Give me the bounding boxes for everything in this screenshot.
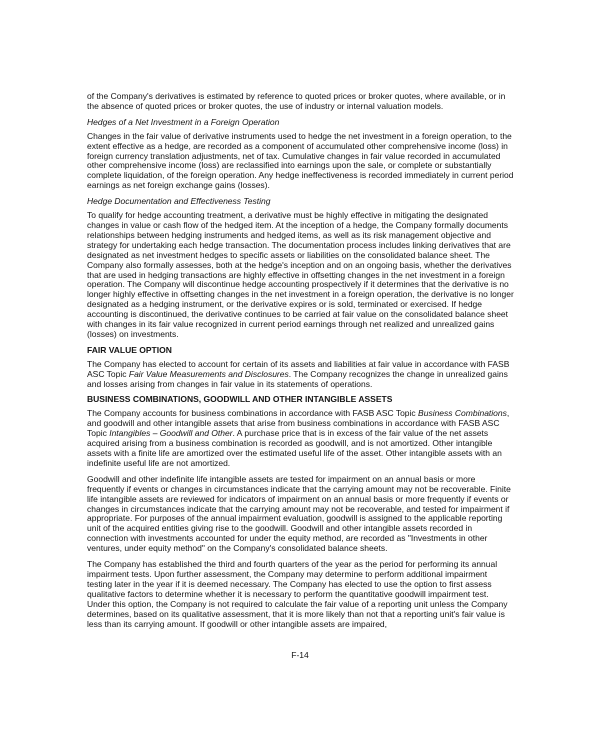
paragraph bbox=[87, 360, 514, 390]
paragraph bbox=[87, 132, 514, 191]
paragraph bbox=[87, 475, 514, 554]
paragraph bbox=[87, 211, 514, 340]
document-body bbox=[87, 92, 514, 635]
text-run: BUSINESS COMBINATIONS, GOODWILL AND OTHER INTANGIBLE ASSETS bbox=[87, 394, 393, 405]
page-number: F-14 bbox=[291, 650, 309, 660]
section-heading bbox=[87, 346, 514, 356]
subsection-heading bbox=[87, 197, 514, 207]
text-run: of the Company's derivatives is estimated by reference to quoted prices or broker quotes, where available, or in the absence of quoted prices or broker quotes, the use of industry or internal valuation models. bbox=[87, 91, 506, 111]
text-run: The Company accounts for business combinations in accordance with FASB ASC Topic bbox=[87, 408, 419, 419]
subsection-heading bbox=[87, 118, 514, 128]
italic-text-run: Intangibles – Goodwill and Other bbox=[109, 428, 233, 439]
text-run: FAIR VALUE OPTION bbox=[87, 344, 172, 355]
text-run: . A purchase price that is in excess of the fair value of the net assets acquired arising from a business combination is recorded as goodwill, and is not amortized. Other intangible assets with a finite life are amortized over the estimated useful life of the asset. Other intangible assets with an indefinite useful life are not amortized. bbox=[87, 428, 502, 468]
text-run: Hedge Documentation and Effectiveness Testing bbox=[87, 196, 271, 207]
text-run: Changes in the fair value of derivative instruments used to hedge the net investment in a foreign operation, to the extent effective as a hedge, are recorded as a component of accumulated other comprehensive income (loss) in foreign currency translation adjustments, net of tax. Cumulative changes in fair value recorded in accumulated other comprehensive income (loss) are reclassified into earnings upon the sale, or complete or substantially complete liquidation, of the foreign operation. Any hedge ineffectiveness is recorded immediately in current period earnings as net foreign exchange gains (losses). bbox=[87, 130, 514, 191]
text-run: Hedges of a Net Investment in a Foreign Operation bbox=[87, 116, 280, 127]
paragraph bbox=[87, 560, 514, 629]
italic-text-run: Business Combinations bbox=[418, 408, 507, 419]
text-run: To qualify for hedge accounting treatment, a derivative must be highly effective in mitigating the designated changes in value or cash flow of the hedged item. At the inception of a hedge, the Company formally documents relationships between hedging instruments and hedged items, as well as its risk management objective and strategy for undertaking each hedge transaction. The documentation process includes linking derivatives that are designated as net investment hedges to specific assets or liabilities on the consolidated balance sheet. The Company also formally assesses, both at the hedge's inception and on an ongoing basis, whether the derivatives that are used in hedging transactions are highly effective in offsetting changes in the net investment in a foreign operation. The Company will discontinue hedge accounting prospectively if it determines that the derivative is no longer highly effective in offsetting changes in the net investment in a foreign operation, the derivative is no longer designated as a hedging instrument, or the derivative expires or is sold, terminated or exercised. If hedge accounting is discontinued, the derivative continues to be carried at fair value on the consolidated balance sheet with changes in its fair value recognized in current period earnings through net realized and unrealized gains (losses) on investments. bbox=[87, 210, 514, 339]
italic-text-run: Fair Value Measurements and Disclosures bbox=[128, 368, 289, 379]
paragraph bbox=[87, 92, 514, 112]
paragraph bbox=[87, 409, 514, 468]
text-run: The Company has established the third and fourth quarters of the year as the period for performing its annual impairment tests. Upon further assessment, the Company may determine to perform additional impairment testing later in the year if it is deemed necessary. The Company has elected to use the option to first assess qualitative factors to determine whether it is necessary to perform the quantitative goodwill impairment test. Under this option, the Company is not required to calculate the fair value of a reporting unit unless the Company determines, based on its qualitative assessment, that it is more likely than not that a reporting unit's fair value is less than its carrying amount. If goodwill or other intangible assets are impaired, bbox=[87, 559, 508, 629]
text-run: . The Company recognizes the change in unrealized gains and losses arising from changes in fair value in its statements of operations. bbox=[87, 368, 508, 389]
text-run: , and goodwill and other intangible assets that arise from business combinations in accordance with FASB ASC Topic bbox=[87, 408, 510, 439]
text-run: The Company has elected to account for certain of its assets and liabilities at fair value in accordance with FASB ASC Topic bbox=[87, 358, 510, 379]
text-run: Goodwill and other indefinite life intangible assets are tested for impairment on an annual basis or more frequently if events or changes in circumstances indicate that the carrying amount may not be recoverable. Finite life intangible assets are reviewed for indicators of impairment on an annual basis or more frequently if events or changes in circumstances indicate that the carrying amount may not be recoverable, and tested for impairment if appropriate. For purposes of the annual impairment evaluation, goodwill is assigned to the applicable reporting unit of the acquired entities giving rise to the goodwill. Goodwill and other intangible assets recorded in connection with investments accounted for under the equity method, are recorded as "Investments in other ventures, under equity method" on the Company's consolidated balance sheets. bbox=[87, 473, 511, 554]
section-heading bbox=[87, 395, 514, 405]
